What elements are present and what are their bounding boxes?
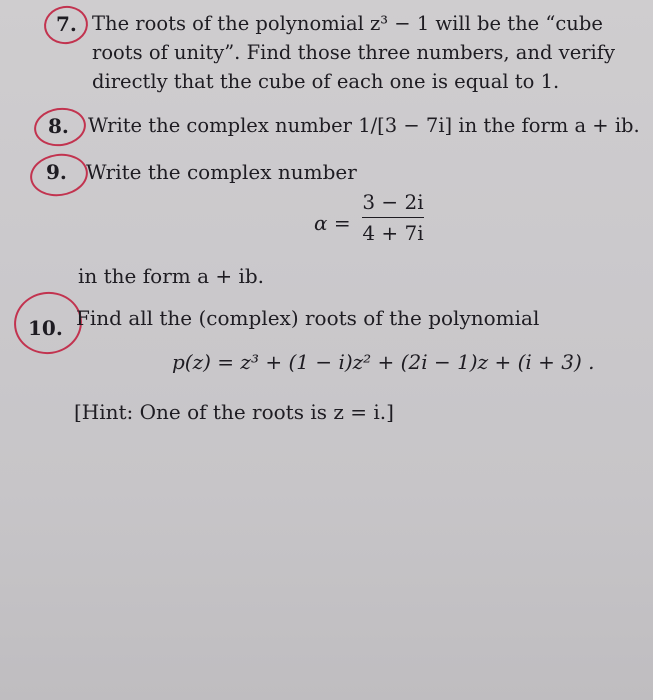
alpha-label: α =: [314, 211, 351, 235]
fraction-bar: [362, 217, 424, 218]
problem-10-number: 10.: [28, 316, 63, 340]
alpha-fraction: [362, 190, 424, 245]
problem-8-text: Write the complex number 1/[3 − 7i] in the form a + ib.: [88, 114, 640, 137]
problem-7-number: 7.: [56, 12, 77, 36]
polynomial-equation: p(z) = z³ + (1 − i)z² + (2i − 1)z + (i + 3) .: [172, 350, 595, 374]
problem-9-number: 9.: [46, 160, 67, 184]
problem-9-text: Write the complex number: [86, 160, 357, 184]
problem-7-line-2: roots of unity”. Find those three numbers, and verify: [92, 41, 616, 64]
problem-8-number: 8.: [48, 114, 69, 138]
fraction-denominator: 4 + 7i: [362, 221, 424, 245]
problem-7-line-3: directly that the cube of each one is equal to 1.: [92, 70, 560, 93]
problem-10-hint: [Hint: One of the roots is z = i.]: [74, 400, 394, 424]
problem-9-after-text: in the form a + ib.: [78, 264, 265, 288]
problem-10-text: Find all the (complex) roots of the polynomial: [76, 306, 540, 330]
problem-7-line-1: The roots of the polynomial z³ − 1 will be the “cube: [92, 12, 603, 35]
fraction-numerator: 3 − 2i: [362, 190, 424, 214]
